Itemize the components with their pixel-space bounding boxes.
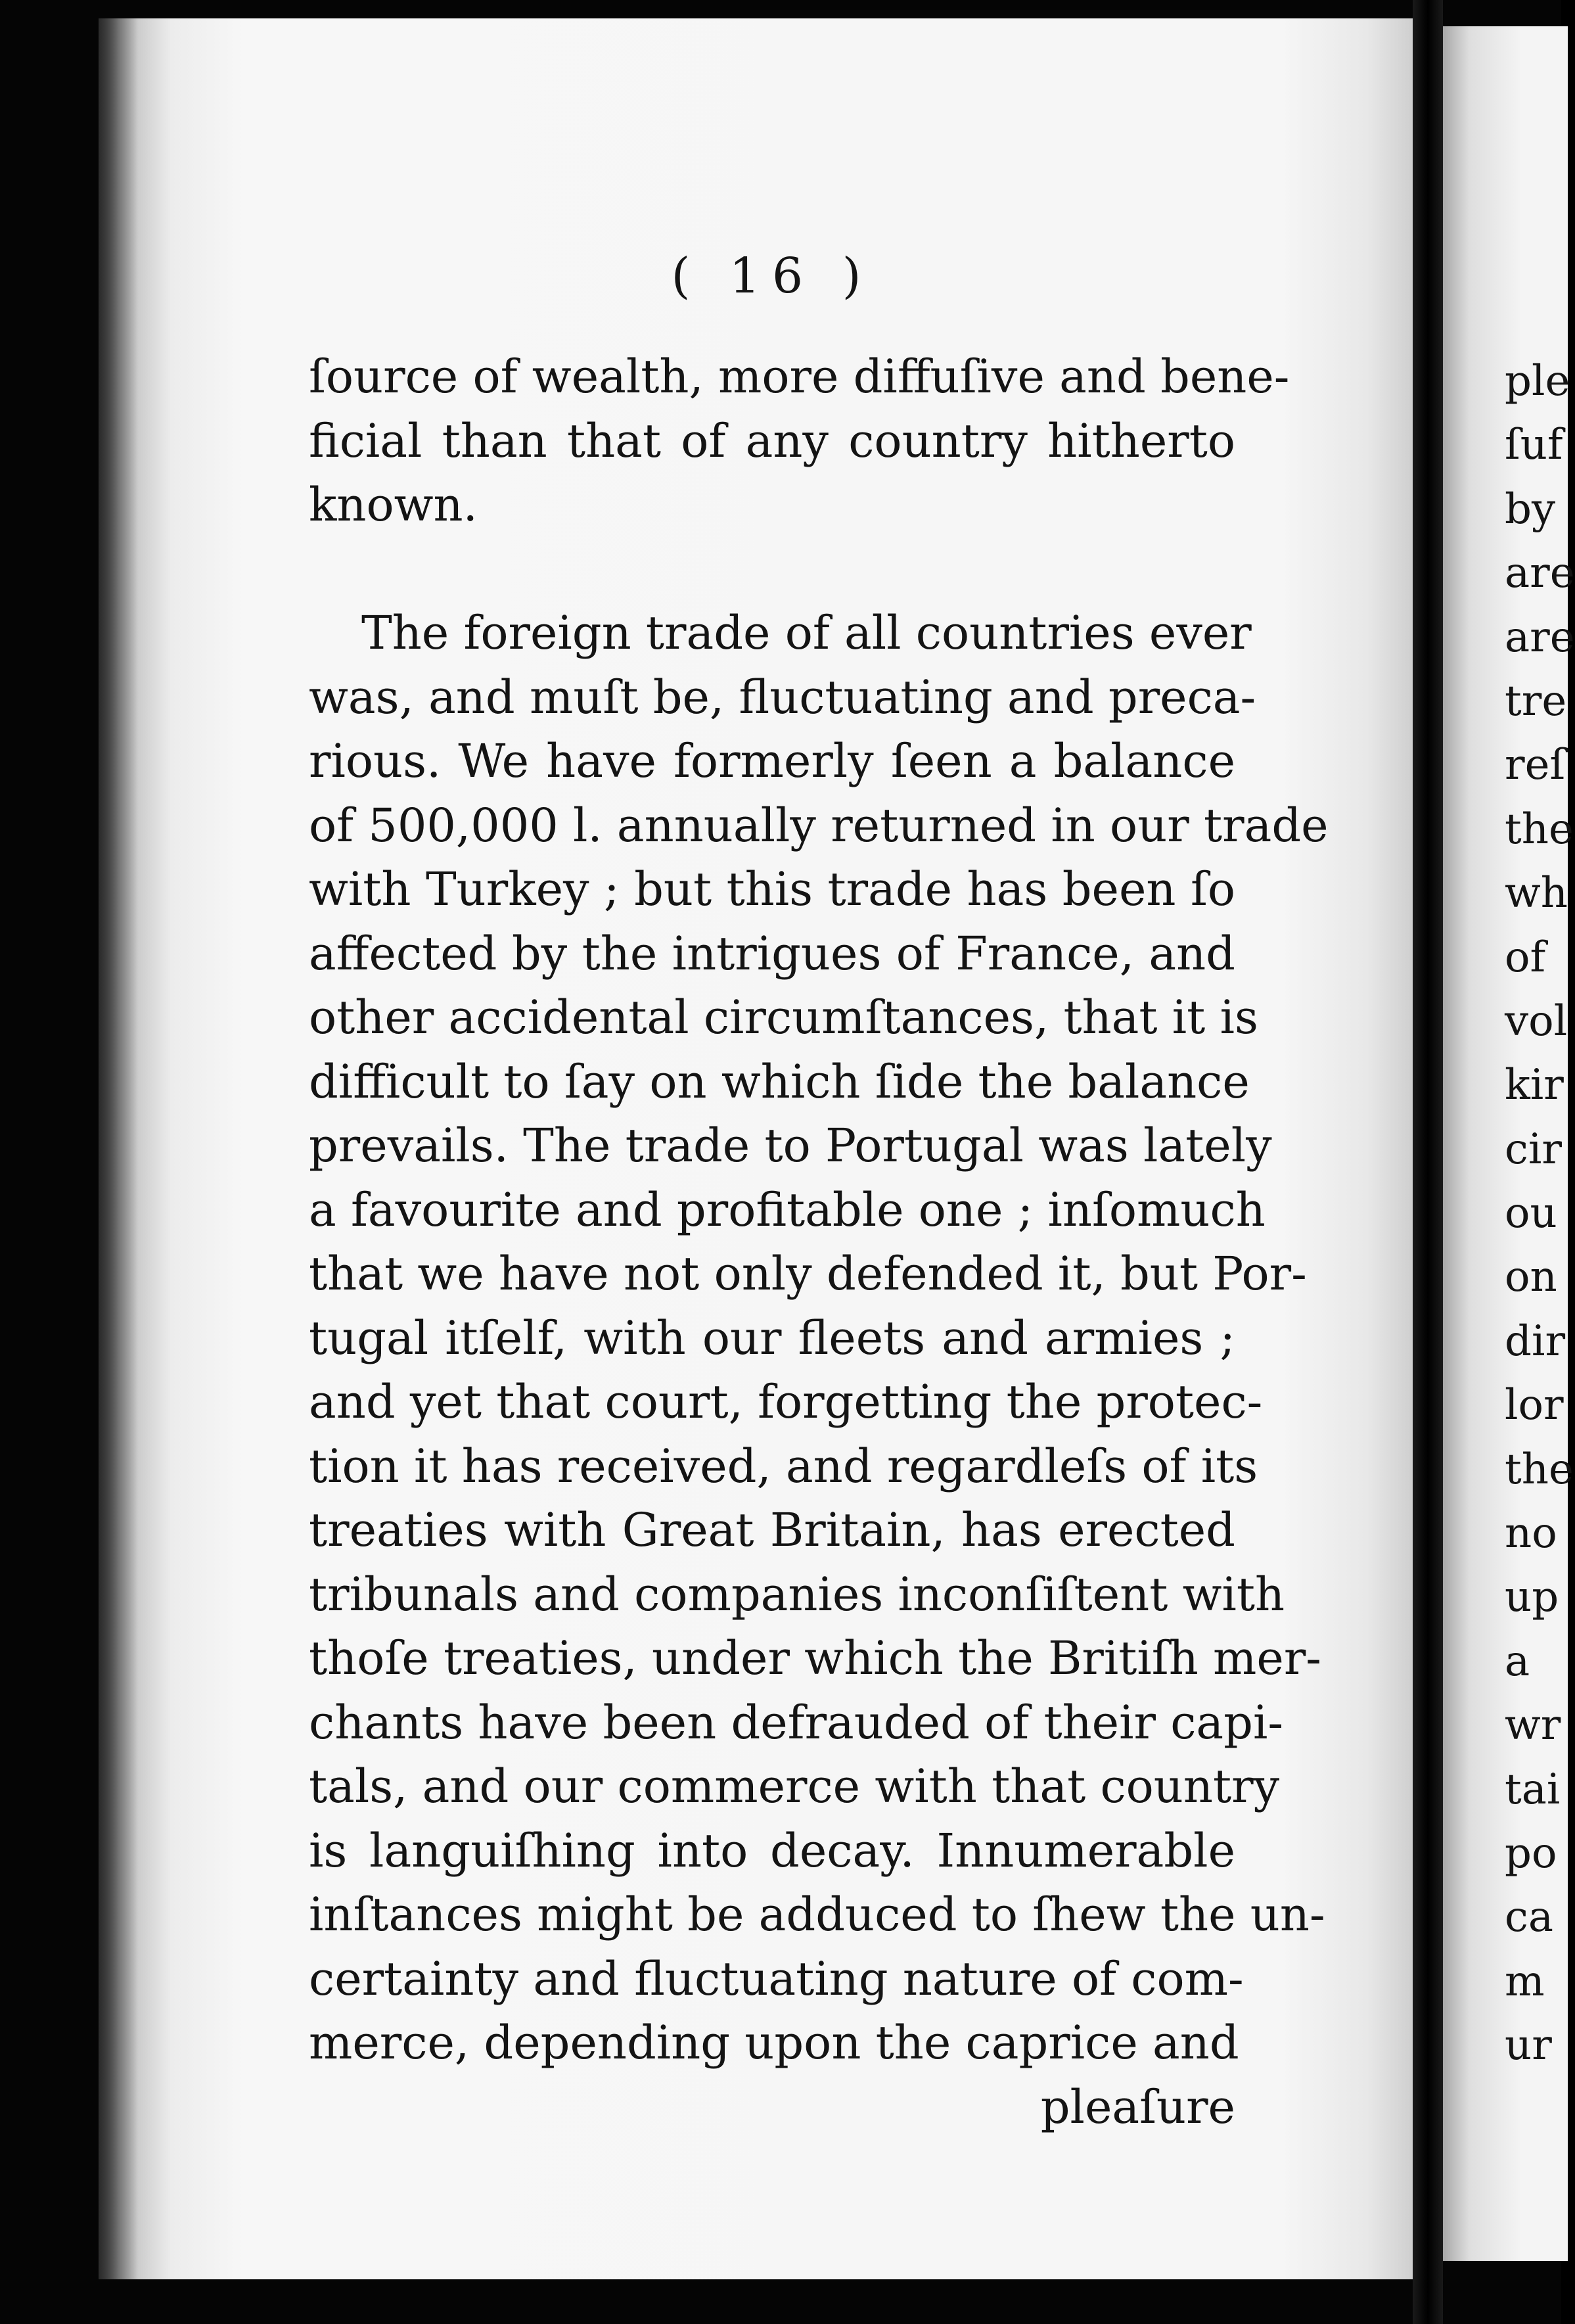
facing-line-fragment: reſ <box>1505 741 1566 790</box>
text-line: tribunals and companies inconſiſtent with <box>309 1567 1285 1621</box>
text-line: merce, depending upon the caprice and <box>309 2016 1239 2070</box>
facing-line-fragment: m <box>1505 1957 1545 2006</box>
facing-line-fragment: are <box>1505 549 1575 598</box>
facing-line-fragment: on <box>1505 1253 1557 1302</box>
text-line: with Turkey ; but this trade has been ſo <box>309 862 1235 916</box>
facing-line-fragment: the <box>1505 1445 1574 1494</box>
text-line: and yet that court, forgetting the protec- <box>309 1375 1263 1429</box>
text-line: known. <box>309 478 478 532</box>
text-line: affected by the intrigues of France, and <box>309 926 1235 981</box>
facing-line-fragment: wh <box>1505 869 1568 918</box>
facing-page-text <box>1505 350 1575 2078</box>
text-line: tals, and our commerce with that country <box>309 1759 1280 1813</box>
facing-line-fragment: kir <box>1505 1061 1564 1110</box>
facing-line-fragment: ou <box>1505 1189 1557 1238</box>
facing-line-fragment: up <box>1505 1573 1559 1622</box>
text-line: tugal itſelf, with our fleets and armies ; <box>309 1311 1235 1365</box>
text-line: tion it has received, and regardleſs of its <box>309 1439 1258 1493</box>
facing-line-fragment: ple <box>1505 357 1570 406</box>
facing-line-fragment: tre <box>1505 676 1567 726</box>
text-line: ſource of wealth, more diffuſive and bene- <box>309 350 1290 404</box>
text-line: thoſe treaties, under which the Britiſh mer- <box>309 1631 1321 1685</box>
page-number: ( 16 ) <box>671 248 873 304</box>
catchword: pleaſure <box>1040 2080 1235 2134</box>
facing-line-fragment: a <box>1505 1637 1530 1686</box>
text-line: inſtances might be adduced to ſhew the un- <box>309 1888 1325 1941</box>
facing-line-fragment: vol <box>1505 996 1568 1046</box>
text-line: ficial than that of any country hitherto <box>309 413 1235 468</box>
facing-line-fragment: ca <box>1505 1893 1553 1942</box>
text-line: difficult to ſay on which ſide the balance <box>309 1054 1250 1109</box>
text-line: of 500,000 l. annually returned in our trade <box>309 798 1329 852</box>
facing-line-fragment: cir <box>1505 1125 1562 1174</box>
text-line: treaties with Great Britain, has erected <box>309 1503 1235 1557</box>
text-line: The foreign trade of all countries ever <box>361 606 1252 660</box>
text-line: certainty and fluctuating nature of com- <box>309 1951 1244 2006</box>
text-line: is languiſhing into decay. Innumerable <box>309 1823 1235 1878</box>
facing-line-fragment: of <box>1505 933 1546 982</box>
facing-line-fragment: no <box>1505 1509 1557 1558</box>
facing-line-fragment: ſuf <box>1505 421 1563 470</box>
text-line: chants have been defrauded of their capi- <box>309 1695 1283 1750</box>
facing-line-fragment: by <box>1505 484 1556 534</box>
book-spine <box>1413 0 1443 2324</box>
text-line: prevails. The trade to Portugal was lately <box>309 1119 1272 1173</box>
paragraph-1 <box>309 345 1290 538</box>
facing-line-fragment: tai <box>1505 1765 1561 1814</box>
facing-line-fragment: wr <box>1505 1701 1561 1750</box>
facing-line-fragment: ur <box>1505 2021 1552 2070</box>
facing-line-fragment: the <box>1505 804 1574 854</box>
facing-line-fragment: lor <box>1505 1381 1564 1430</box>
text-line: was, and muſt be, fluctuating and preca- <box>309 670 1256 724</box>
text-line: other accidental circumſtances, that it is <box>309 990 1258 1044</box>
paragraph-2 <box>309 601 1329 2139</box>
text-line: that we have not only defended it, but Por- <box>309 1247 1307 1301</box>
facing-line-fragment: are <box>1505 613 1575 662</box>
facing-line-fragment: dir <box>1505 1316 1566 1366</box>
gutter-shadow <box>99 18 138 2279</box>
facing-line-fragment: po <box>1505 1828 1557 1878</box>
text-line: a favourite and profitable one ; inſomuch <box>309 1182 1266 1237</box>
text-line: rious. We have formerly ſeen a balance <box>309 734 1235 788</box>
